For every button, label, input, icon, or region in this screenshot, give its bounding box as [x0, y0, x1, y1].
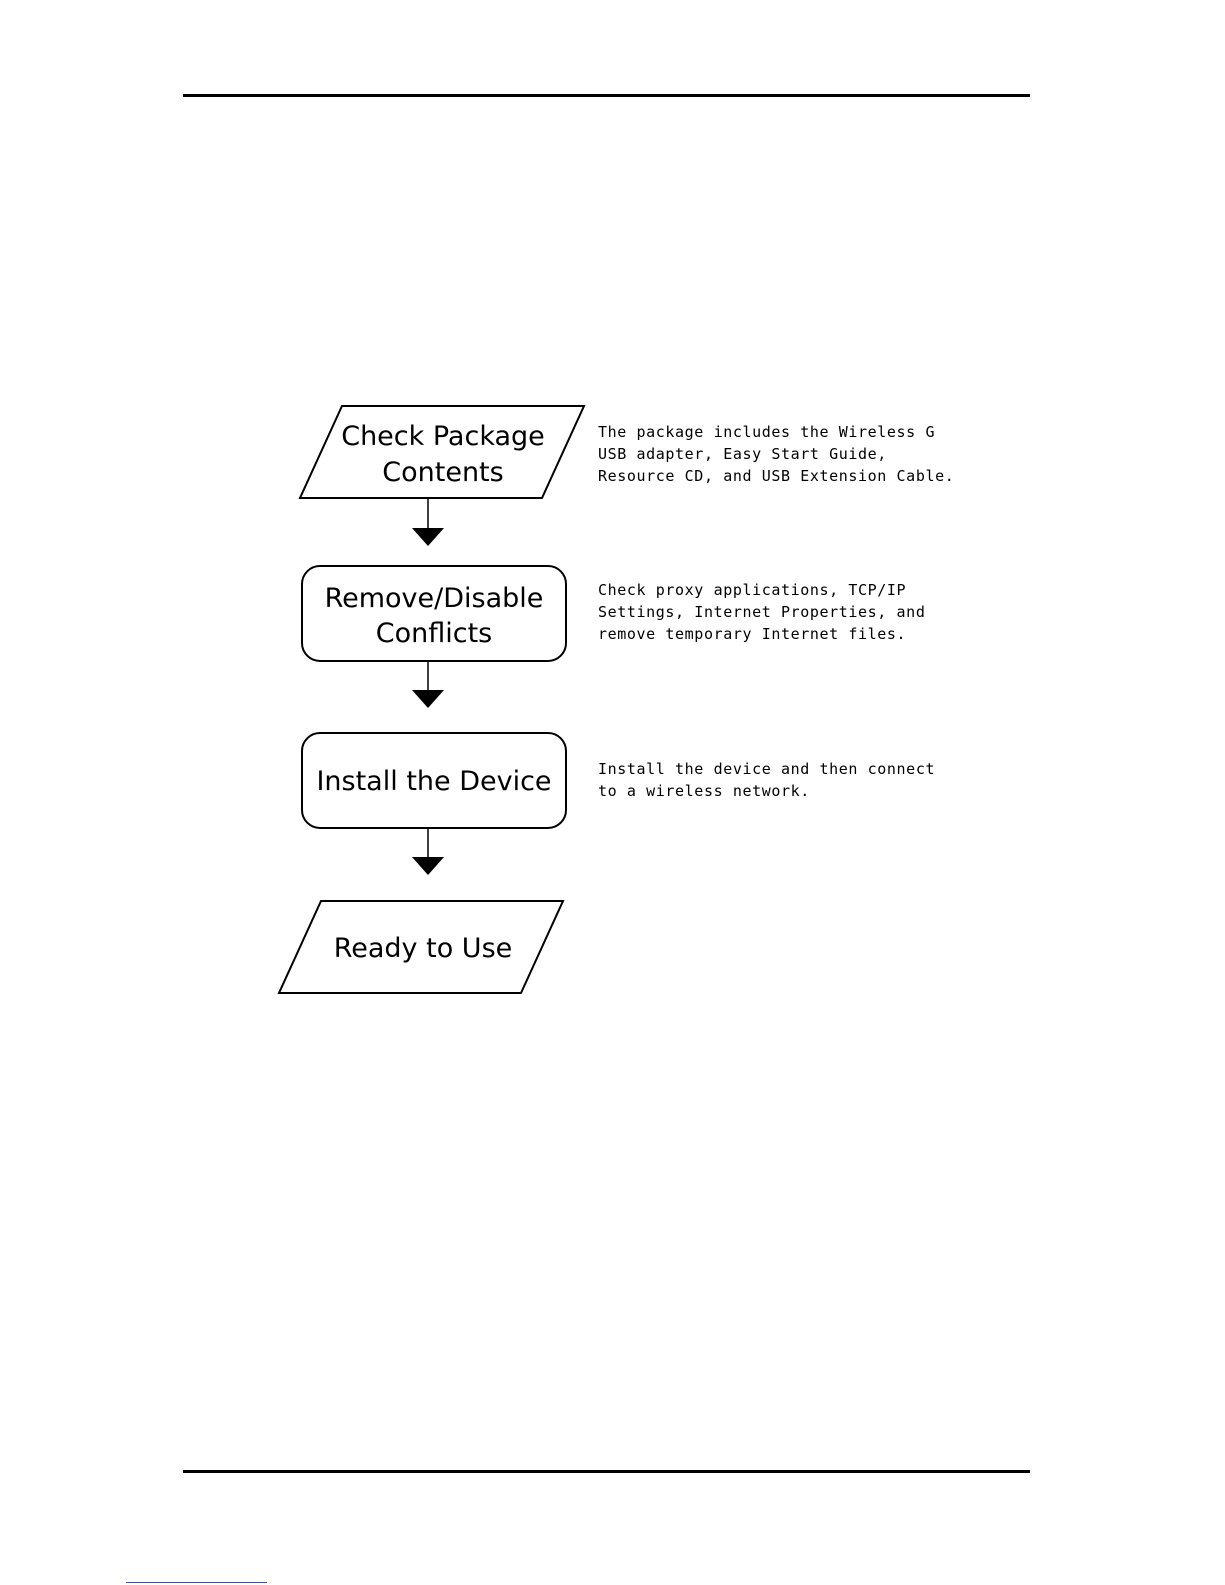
note-line: Resource CD, and USB Extension Cable.	[598, 467, 955, 485]
footer-rule	[183, 1470, 1030, 1473]
note-line: The package includes the Wireless G	[598, 423, 936, 441]
step-check-package-label-line1: Check Package	[341, 421, 545, 452]
step-install-device-label: Install the Device	[316, 766, 552, 797]
note-line: to a wireless network.	[598, 782, 810, 800]
step-ready-to-use-label: Ready to Use	[333, 933, 513, 964]
note-line: USB adapter, Easy Start Guide,	[598, 445, 887, 463]
step-check-package-label-line2: Contents	[382, 457, 504, 488]
arrow-down-icon	[412, 690, 444, 708]
note-line: Settings, Internet Properties, and	[598, 603, 926, 621]
arrow-down-icon	[412, 857, 444, 875]
note-line: Check proxy applications, TCP/IP	[598, 581, 907, 599]
note-line: Install the device and then connect	[598, 760, 936, 778]
note-line: remove temporary Internet files.	[598, 625, 907, 643]
arrow-down-icon	[412, 528, 444, 546]
step-remove-conflicts-label-line1: Remove/Disable	[324, 583, 544, 614]
note-package-contents	[598, 421, 958, 487]
note-remove-conflicts	[598, 579, 958, 645]
note-install-device	[598, 758, 958, 802]
step-remove-conflicts-label-line2: Conflicts	[375, 618, 493, 649]
footer-link-underline	[126, 1582, 267, 1583]
